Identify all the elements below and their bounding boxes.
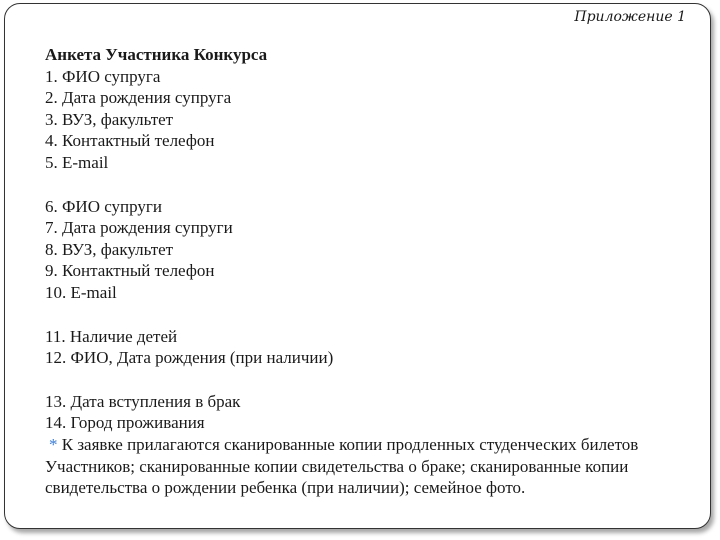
application-form	[45, 44, 685, 499]
field-husband-university: 3. ВУЗ, факультет	[45, 109, 174, 129]
children-fields	[45, 326, 685, 369]
field-wife-phone: 9. Контактный телефон	[45, 261, 215, 281]
field-wife-birthdate: 7. Дата рождения супруги	[45, 218, 233, 238]
field-husband-birthdate: 2. Дата рождения супруга	[45, 88, 232, 108]
family-fields	[45, 391, 685, 434]
husband-fields	[45, 66, 685, 174]
field-wife-university: 8. ВУЗ, факультет	[45, 239, 174, 259]
field-husband-phone: 4. Контактный телефон	[45, 131, 215, 151]
form-title: Анкета Участника Конкурса	[45, 45, 268, 64]
field-wife-name: 6. ФИО супруги	[45, 196, 162, 216]
field-husband-name: 1. ФИО супруга	[45, 66, 161, 86]
appendix-label: Приложение 1	[574, 9, 686, 25]
attachment-note	[45, 434, 685, 499]
field-marriage-date: 13. Дата вступления в брак	[45, 391, 241, 411]
field-children-details: 12. ФИО, Дата рождения (при наличии)	[45, 348, 334, 368]
field-wife-email: 10. E-mail	[45, 282, 117, 302]
wife-fields	[45, 196, 685, 304]
field-city: 14. Город проживания	[45, 413, 205, 433]
asterisk-marker: *	[49, 434, 58, 454]
attachment-note-text: К заявке прилагаются сканированные копии продленных студенческих билетов Участников; сканированные копии свидетельства о браке; сканированные копии свидетельства о рождении ребенка (при наличии); семейное фото.	[45, 434, 639, 498]
field-husband-email: 5. E-mail	[45, 152, 109, 172]
field-children: 11. Наличие детей	[45, 326, 178, 346]
